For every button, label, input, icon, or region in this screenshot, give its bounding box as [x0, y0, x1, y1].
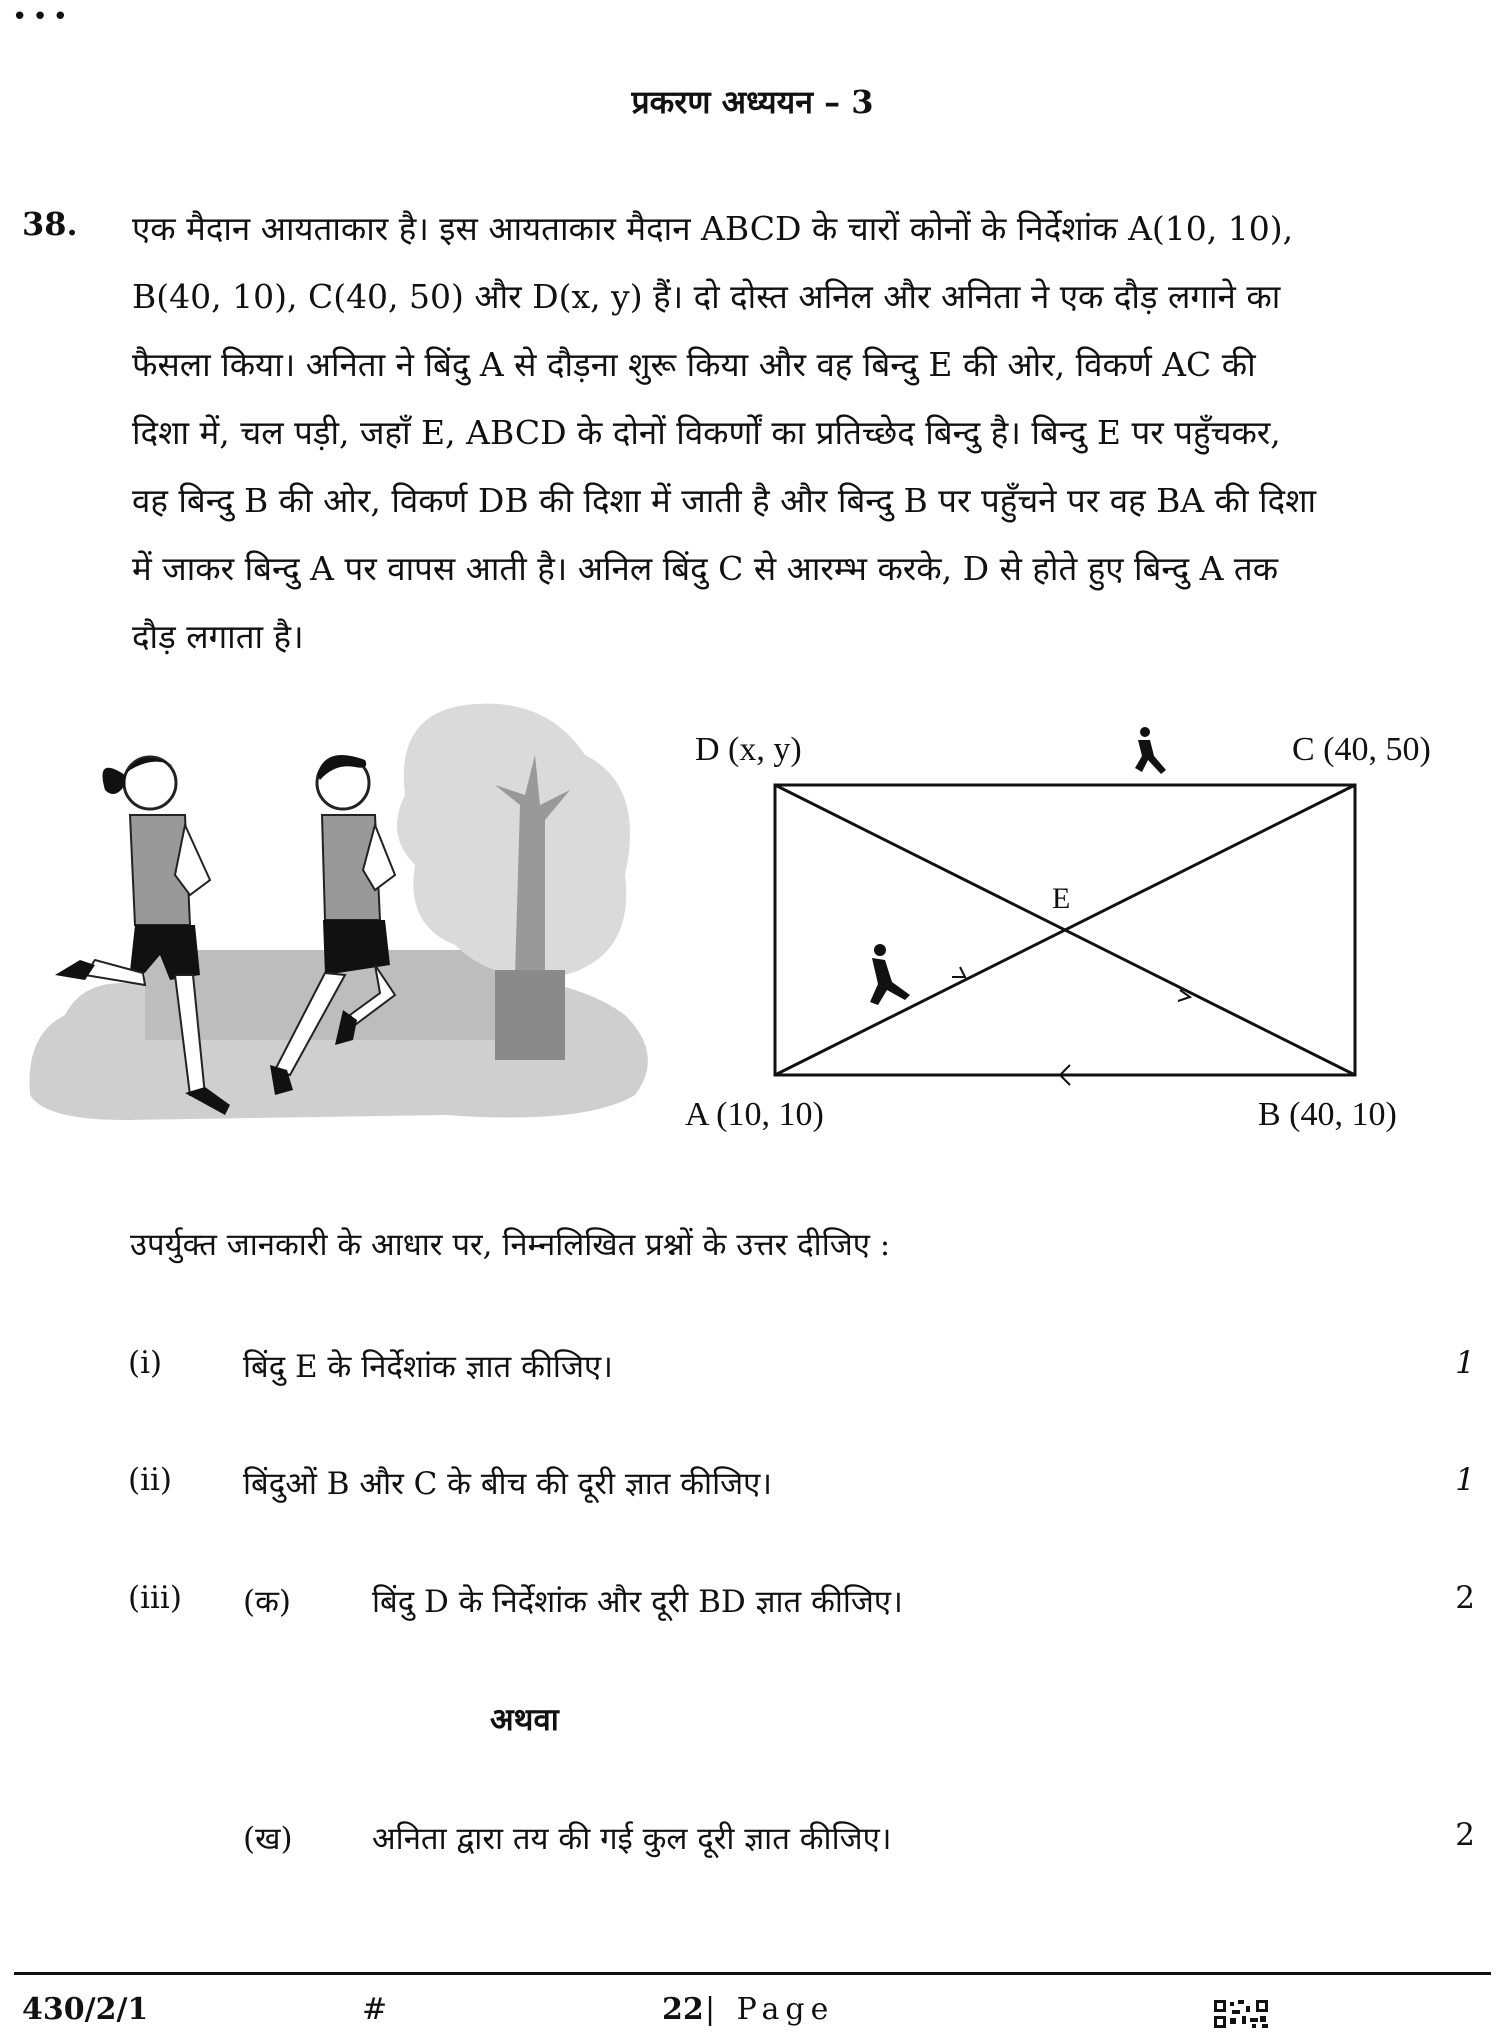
section-title: प्रकरण अध्ययन – 3 [631, 83, 874, 121]
subq-ii-text: बिंदुओं B और C के बीच की दूरी ज्ञात कीजिए। [243, 1466, 773, 1502]
paragraph-line: एक मैदान आयताकार है। इस आयताकार मैदान ABCD के चारों कोनों के निर्देशांक A(10, 10), [132, 209, 1294, 248]
paragraph-line: दौड़ लगाता है। [132, 617, 304, 656]
runners-illustration [25, 675, 655, 1145]
page-label: | Page [705, 1992, 835, 2027]
or-label: अथवा [490, 1702, 559, 1738]
subq-i-text: बिंदु E के निर्देशांक ज्ञात कीजिए। [243, 1349, 613, 1385]
runner-top-icon [1135, 727, 1166, 774]
paragraph-line: में जाकर बिन्दु A पर वापस आती है। अनिल बिंदु C से आरम्भ करके, D से होते हुए बिन्दु A तक [132, 549, 1279, 588]
footer-divider [14, 1972, 1491, 1975]
label-b: B (40, 10) [1258, 1096, 1397, 1133]
paragraph-line: B(40, 10), C(40, 50) और D(x, y) हैं। दो दोस्त अनिल और अनिता ने एक दौड़ लगाने का [132, 277, 1281, 316]
paragraph-line: वह बिन्दु B की ओर, विकर्ण DB की दिशा में जाती है और बिन्दु B पर पहुँचने पर वह BA की दिशा [132, 481, 1317, 520]
menu-dots: ••• [12, 2, 74, 32]
subq-iii-b-marks: 2 [1455, 1817, 1475, 1853]
subq-iii-a-label: (क) [243, 1584, 291, 1620]
qr-code-icon [1212, 1998, 1270, 2030]
arrow-on-ac [952, 967, 965, 977]
subq-iii-a-marks: 2 [1455, 1580, 1475, 1616]
question-paragraph [132, 195, 1402, 671]
instructions-text: उपर्युक्त जानकारी के आधार पर, निम्नलिखित प्रश्नों के उत्तर दीजिए : [130, 1227, 891, 1263]
tree-canopy [397, 704, 630, 977]
rectangle-diagram [680, 720, 1490, 1150]
subq-i-marks: 1 [1455, 1345, 1475, 1381]
subq-iii-number: (iii) [128, 1580, 182, 1616]
paragraph-line: दिशा में, चल पड़ी, जहाँ E, ABCD के दोनों विकर्णों का प्रतिच्छेद बिन्दु है। बिन्दु E पर पहुँचकर, [132, 413, 1281, 452]
runner-diagonal-icon [870, 944, 910, 1005]
subq-ii-marks: 1 [1455, 1462, 1475, 1498]
subq-iii-b-label: (ख) [243, 1821, 293, 1857]
girl-shoe-back [55, 960, 95, 980]
subq-iii-a-text: बिंदु D के निर्देशांक और दूरी BD ज्ञात कीजिए। [372, 1584, 903, 1620]
label-a: A (10, 10) [685, 1096, 824, 1133]
label-c: C (40, 50) [1292, 731, 1431, 768]
footer-hash: # [362, 1992, 388, 2027]
paper-code: 430/2/1 [22, 1992, 149, 2027]
subq-iii-b-text: अनिता द्वारा तय की गई कुल दूरी ज्ञात कीजिए। [372, 1821, 892, 1857]
paragraph-line: फैसला किया। अनिता ने बिंदु A से दौड़ना शुरू किया और वह बिन्दु E की ओर, विकर्ण AC की [132, 345, 1256, 384]
subq-i-number: (i) [128, 1345, 163, 1381]
page-number: 22 [662, 1992, 704, 2027]
label-e: E [1052, 882, 1071, 915]
tree-base [495, 970, 565, 1060]
label-d: D (x, y) [695, 731, 802, 768]
question-number: 38. [22, 205, 78, 243]
subq-ii-number: (ii) [128, 1462, 173, 1498]
girl-head [124, 757, 176, 809]
